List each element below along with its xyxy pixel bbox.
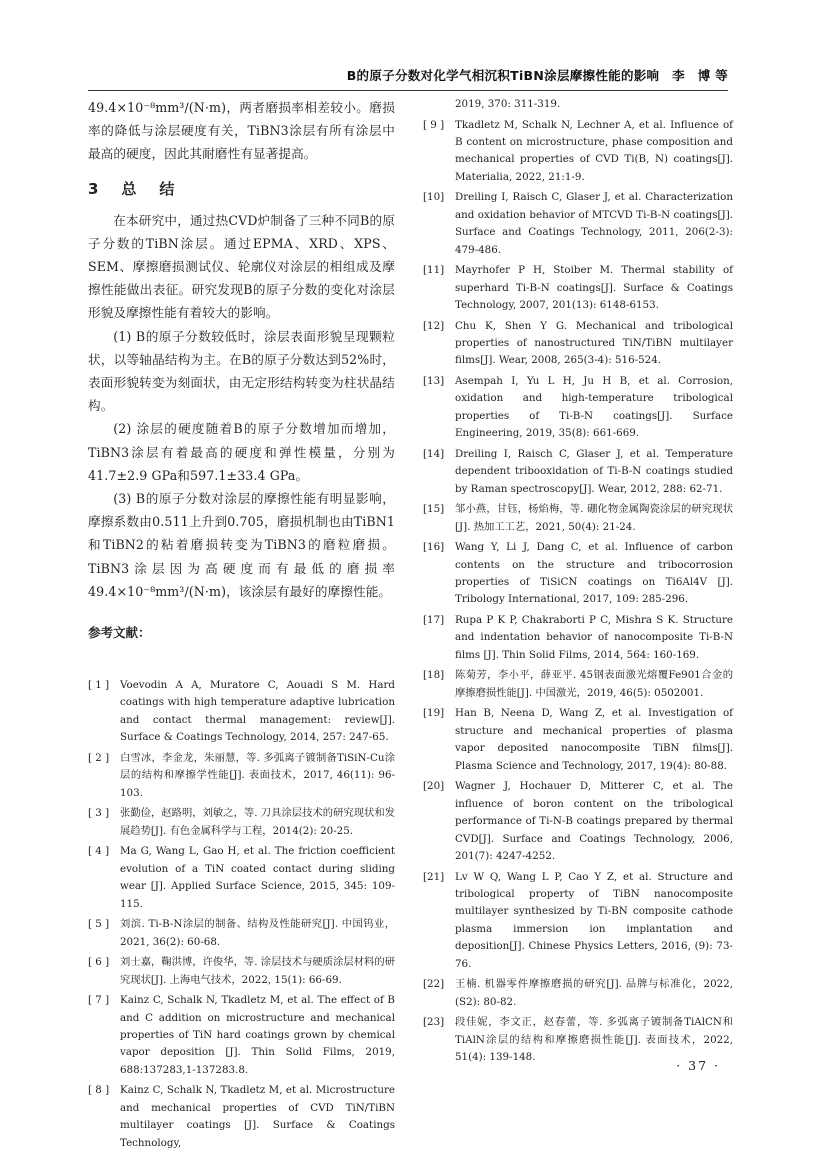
reference-item xyxy=(88,954,395,989)
reference-item xyxy=(423,539,733,609)
reference-text: Chu K, Shen Y G. Mechanical and tribological properties of nanostructured TiN/TiBN multilayer films[J]. Wear, 2008, 265(3-4): 516-524. xyxy=(455,319,733,367)
reference-number: [18] xyxy=(423,669,445,682)
reference-text: Tkadletz M, Schalk N, Lechner A, et al. Influence of B content on microstructure, phase composition and mechanical properties of CVD Ti(B, N) coatings[J]. Materialia, 2022, 21:1-9. xyxy=(455,118,733,183)
reference-text: Kainz C, Schalk N, Tkadletz M, et al. Microstructure and mechanical properties of CVD TiN/TiBN multilayer coatings [J]. Surface & Coatings Technology, xyxy=(120,1084,395,1149)
summary-paragraph-4: (3) B的原子分数对涂层的摩擦性能有明显影响，摩擦系数由0.511上升到0.705，磨损机制也由TiBN1和TiBN2的粘着磨损转变为TiBN3的磨粒磨损。TiBN3涂层因为高硬度而有最低的磨损率49.4×10⁻⁸mm³/(N·m)，该涂层有最好的摩擦性能。 xyxy=(88,491,395,599)
reference-number: [ 6 ] xyxy=(88,956,110,969)
reference-number: [ 4 ] xyxy=(88,845,110,858)
reference-text: 邹小燕，甘钰，杨焰梅，等. 硼化物金属陶瓷涂层的研究现状[J]. 热加工工艺，2021, 50(4): 21-24. xyxy=(455,503,733,533)
reference-text: Dreiling I, Raisch C, Glaser J, et al. Characterization and oxidation behavior of MTCVD Ti-B-N coatings[J]. Surface and Coatings Technology, 2011, 206(2-3): 479-486. xyxy=(455,191,733,256)
reference-text: Ma G, Wang L, Gao H, et al. The friction coefficient evolution of a TiN coated contact during sliding wear [J]. Applied Surface Science, 2015, 345: 109-115. xyxy=(120,845,395,910)
summary-paragraph-2: (1) B的原子分数较低时，涂层表面形貌呈现颗粒状，以等轴晶结构为主。在B的原子分数达到52%时，表面形貌转变为刻面状，由无定形结构转变为柱状晶结构。 xyxy=(88,328,395,414)
reference-item xyxy=(423,373,733,443)
left-column xyxy=(88,96,395,1155)
reference-number: [20] xyxy=(423,780,445,793)
reference-number: [16] xyxy=(423,541,445,554)
reference-number: [13] xyxy=(423,375,445,388)
reference-text: Voevodin A A, Muratore C, Aouadi S M. Hard coatings with high temperature adaptive lubrication and contact thermal management: review[J]. Surface & Coatings Technology, 2014, 257: 247-65. xyxy=(120,679,395,744)
reference-text: Rupa P K P, Chakraborti P C, Mishra S K. Structure and indentation behavior of nanocomposite Ti-B-N films [J]. Thin Solid Films, 2014, 564: 160-169. xyxy=(455,614,733,661)
reference-item xyxy=(88,992,395,1079)
reference-number: [ 2 ] xyxy=(88,751,110,764)
reference-item xyxy=(88,750,395,802)
reference-item xyxy=(88,843,395,913)
references-heading: 参考文献： xyxy=(88,625,151,641)
reference-number: [12] xyxy=(423,319,445,332)
reference-item xyxy=(423,705,733,775)
reference-text: 白雪冰，李金龙，朱丽慧，等. 多弧离子镀制备TiSiN-Cu涂层的结构和摩擦学性能[J]. 表面技术，2017, 46(11): 96-103. xyxy=(120,751,395,799)
reference-text: Kainz C, Schalk N, Tkadletz M, et al. The effect of B and C addition on microstructure and mechanical properties of TiN hard coatings grown by chemical vapor deposition [J]. Thin Solid Films, 2019, 688:137283,1-137283.8. xyxy=(120,994,395,1076)
reference-number: [23] xyxy=(423,1016,445,1029)
reference-text: Mayrhofer P H, Stoiber M. Thermal stability of superhard Ti-B-N coatings[J]. Surface & Coatings Technology, 2007, 201(13): 6148-6153. xyxy=(455,264,733,312)
reference-text: Wagner J, Hochauer D, Mitterer C, et al. The influence of boron content on the tribological performance of Ti-N-B coatings prepared by thermal CVD[J]. Surface and Coatings Technology, 2006, 201(7): 4247-4252. xyxy=(455,780,733,862)
reference-text: Asempah I, Yu L H, Ju H B, et al. Corrosion, oxidation and high-temperature tribological properties of Ti-B-N coatings[J]. Surface Engineering, 2019, 35(8): 661-669. xyxy=(455,375,733,440)
reference-item xyxy=(423,318,733,370)
reference-number: [19] xyxy=(423,707,445,720)
summary-paragraph-3: (2) 涂层的硬度随着B的原子分数增加而增加，TiBN3涂层有着最高的硬度和弹性模量，分别为41.7±2.9 GPa和597.1±33.4 GPa。 xyxy=(88,421,395,483)
reference-number: [10] xyxy=(423,191,445,204)
right-column xyxy=(423,96,733,1070)
reference-item xyxy=(423,262,733,314)
reference-item xyxy=(423,446,733,498)
reference-text: Wang Y, Li J, Dang C, et al. Influence of carbon contents on the structure and tribocorrosion properties of TiSiCN coatings on Ti6Al4V [J]. Tribology International, 2017, 109: 285-296. xyxy=(455,541,733,606)
reference-number: [14] xyxy=(423,447,445,460)
reference-text: 陈菊芳，李小平，薛亚平. 45钢表面激光熔覆Fe901合金的摩擦磨损性能[J]. 中国激光，2019, 46(5): 0502001. xyxy=(455,669,733,699)
reference-number: [ 8 ] xyxy=(88,1084,110,1097)
reference-number: [ 1 ] xyxy=(88,679,110,692)
reference-item xyxy=(423,501,733,536)
reference-item xyxy=(88,805,395,840)
reference-number: [22] xyxy=(423,978,445,991)
reference-text: Dreiling I, Raisch C, Glaser J, et al. Temperature dependent tribooxidation of Ti-B-N coatings studied by Raman spectroscopy[J]. Wear, 2012, 288: 62-71. xyxy=(455,447,733,495)
reference-text: Lv W Q, Wang L P, Cao Y Z, et al. Structure and tribological property of TiBN nanocomposite multilayer synthesized by Ti-BN composite cathode plasma immersion ion implantation and deposition[J]. Chinese Physics Letters, 2016, (9): 73-76. xyxy=(455,870,733,970)
summary-paragraph-1: 在本研究中，通过热CVD炉制备了三种不同B的原子分数的TiBN涂层。通过EPMA、XRD、XPS、SEM、摩擦磨损测试仪、轮廓仪对涂层的相组成及摩擦性能做出表征。研究发现B的原子分数的变化对涂层形貌及摩擦性能有着较大的影响。 xyxy=(88,212,395,321)
reference-text: 刘滨. Ti-B-N涂层的制备、结构及性能研究[J]. 中国钨业，2021, 36(2): 60-68. xyxy=(120,918,395,948)
reference-number: [ 5 ] xyxy=(88,918,110,931)
reference-number: [17] xyxy=(423,614,445,627)
reference-number: [21] xyxy=(423,870,445,883)
reference-text: 王楠. 机器零件摩擦磨损的研究[J]. 品牌与标准化，2022, (S2): 80-82. xyxy=(455,978,733,1008)
reference-continuation xyxy=(423,96,733,113)
reference-text: Han B, Neena D, Wang Z, et al. Investigation of structure and mechanical properties of plasma vapor deposited nanocomposite TiBN films[J]. Plasma Science and Technology, 2017, 19(4): 80-88. xyxy=(455,707,733,772)
reference-item xyxy=(423,869,733,973)
reference-number: [ 9 ] xyxy=(423,118,445,131)
reference-number: [15] xyxy=(423,503,445,516)
intro-paragraph: 49.4×10⁻⁸mm³/(N·m)，两者磨损率相差较小。磨损率的降低与涂层硬度有关，TiBN3涂层有所有涂层中最高的硬度，因此其耐磨性有显著提高。 xyxy=(88,100,395,162)
reference-item xyxy=(423,189,733,259)
reference-number: [ 7 ] xyxy=(88,994,110,1007)
running-header: B的原子分数对化学气相沉积TiBN涂层摩擦性能的影响 李 博 等 xyxy=(346,68,728,83)
reference-item xyxy=(88,1082,395,1152)
reference-text: 刘士嘉，鞠洪博，许俊华，等. 涂层技术与硬质涂层材料的研究现状[J]. 上海电气技术，2022, 15(1): 66-69. xyxy=(120,956,395,986)
header-rule xyxy=(88,90,728,91)
reference-text: 张勤俭，赵路明，刘敏之，等. 刀具涂层技术的研究现状和发展趋势[J]. 有色金属科学与工程，2014(2): 20-25. xyxy=(120,807,395,837)
reference-item xyxy=(88,677,395,747)
section-title: 3 总 结 xyxy=(88,179,179,198)
reference-item xyxy=(423,612,733,664)
reference-item xyxy=(423,778,733,865)
reference-number: [11] xyxy=(423,264,445,277)
reference-item xyxy=(423,667,733,702)
page-number: · 37 · xyxy=(676,1058,720,1073)
reference-item xyxy=(423,976,733,1011)
reference-text: 段佳妮，李文正，赵春蕾，等. 多弧离子镀制备TiAlCN和TiAlN涂层的结构和摩擦磨损性能[J]. 表面技术，2022, 51(4): 139-148. xyxy=(455,1016,733,1063)
reference-item xyxy=(423,117,733,187)
reference-item xyxy=(88,916,395,951)
reference-text: 2019, 370: 311-319. xyxy=(455,98,561,110)
reference-number: [ 3 ] xyxy=(88,807,110,820)
